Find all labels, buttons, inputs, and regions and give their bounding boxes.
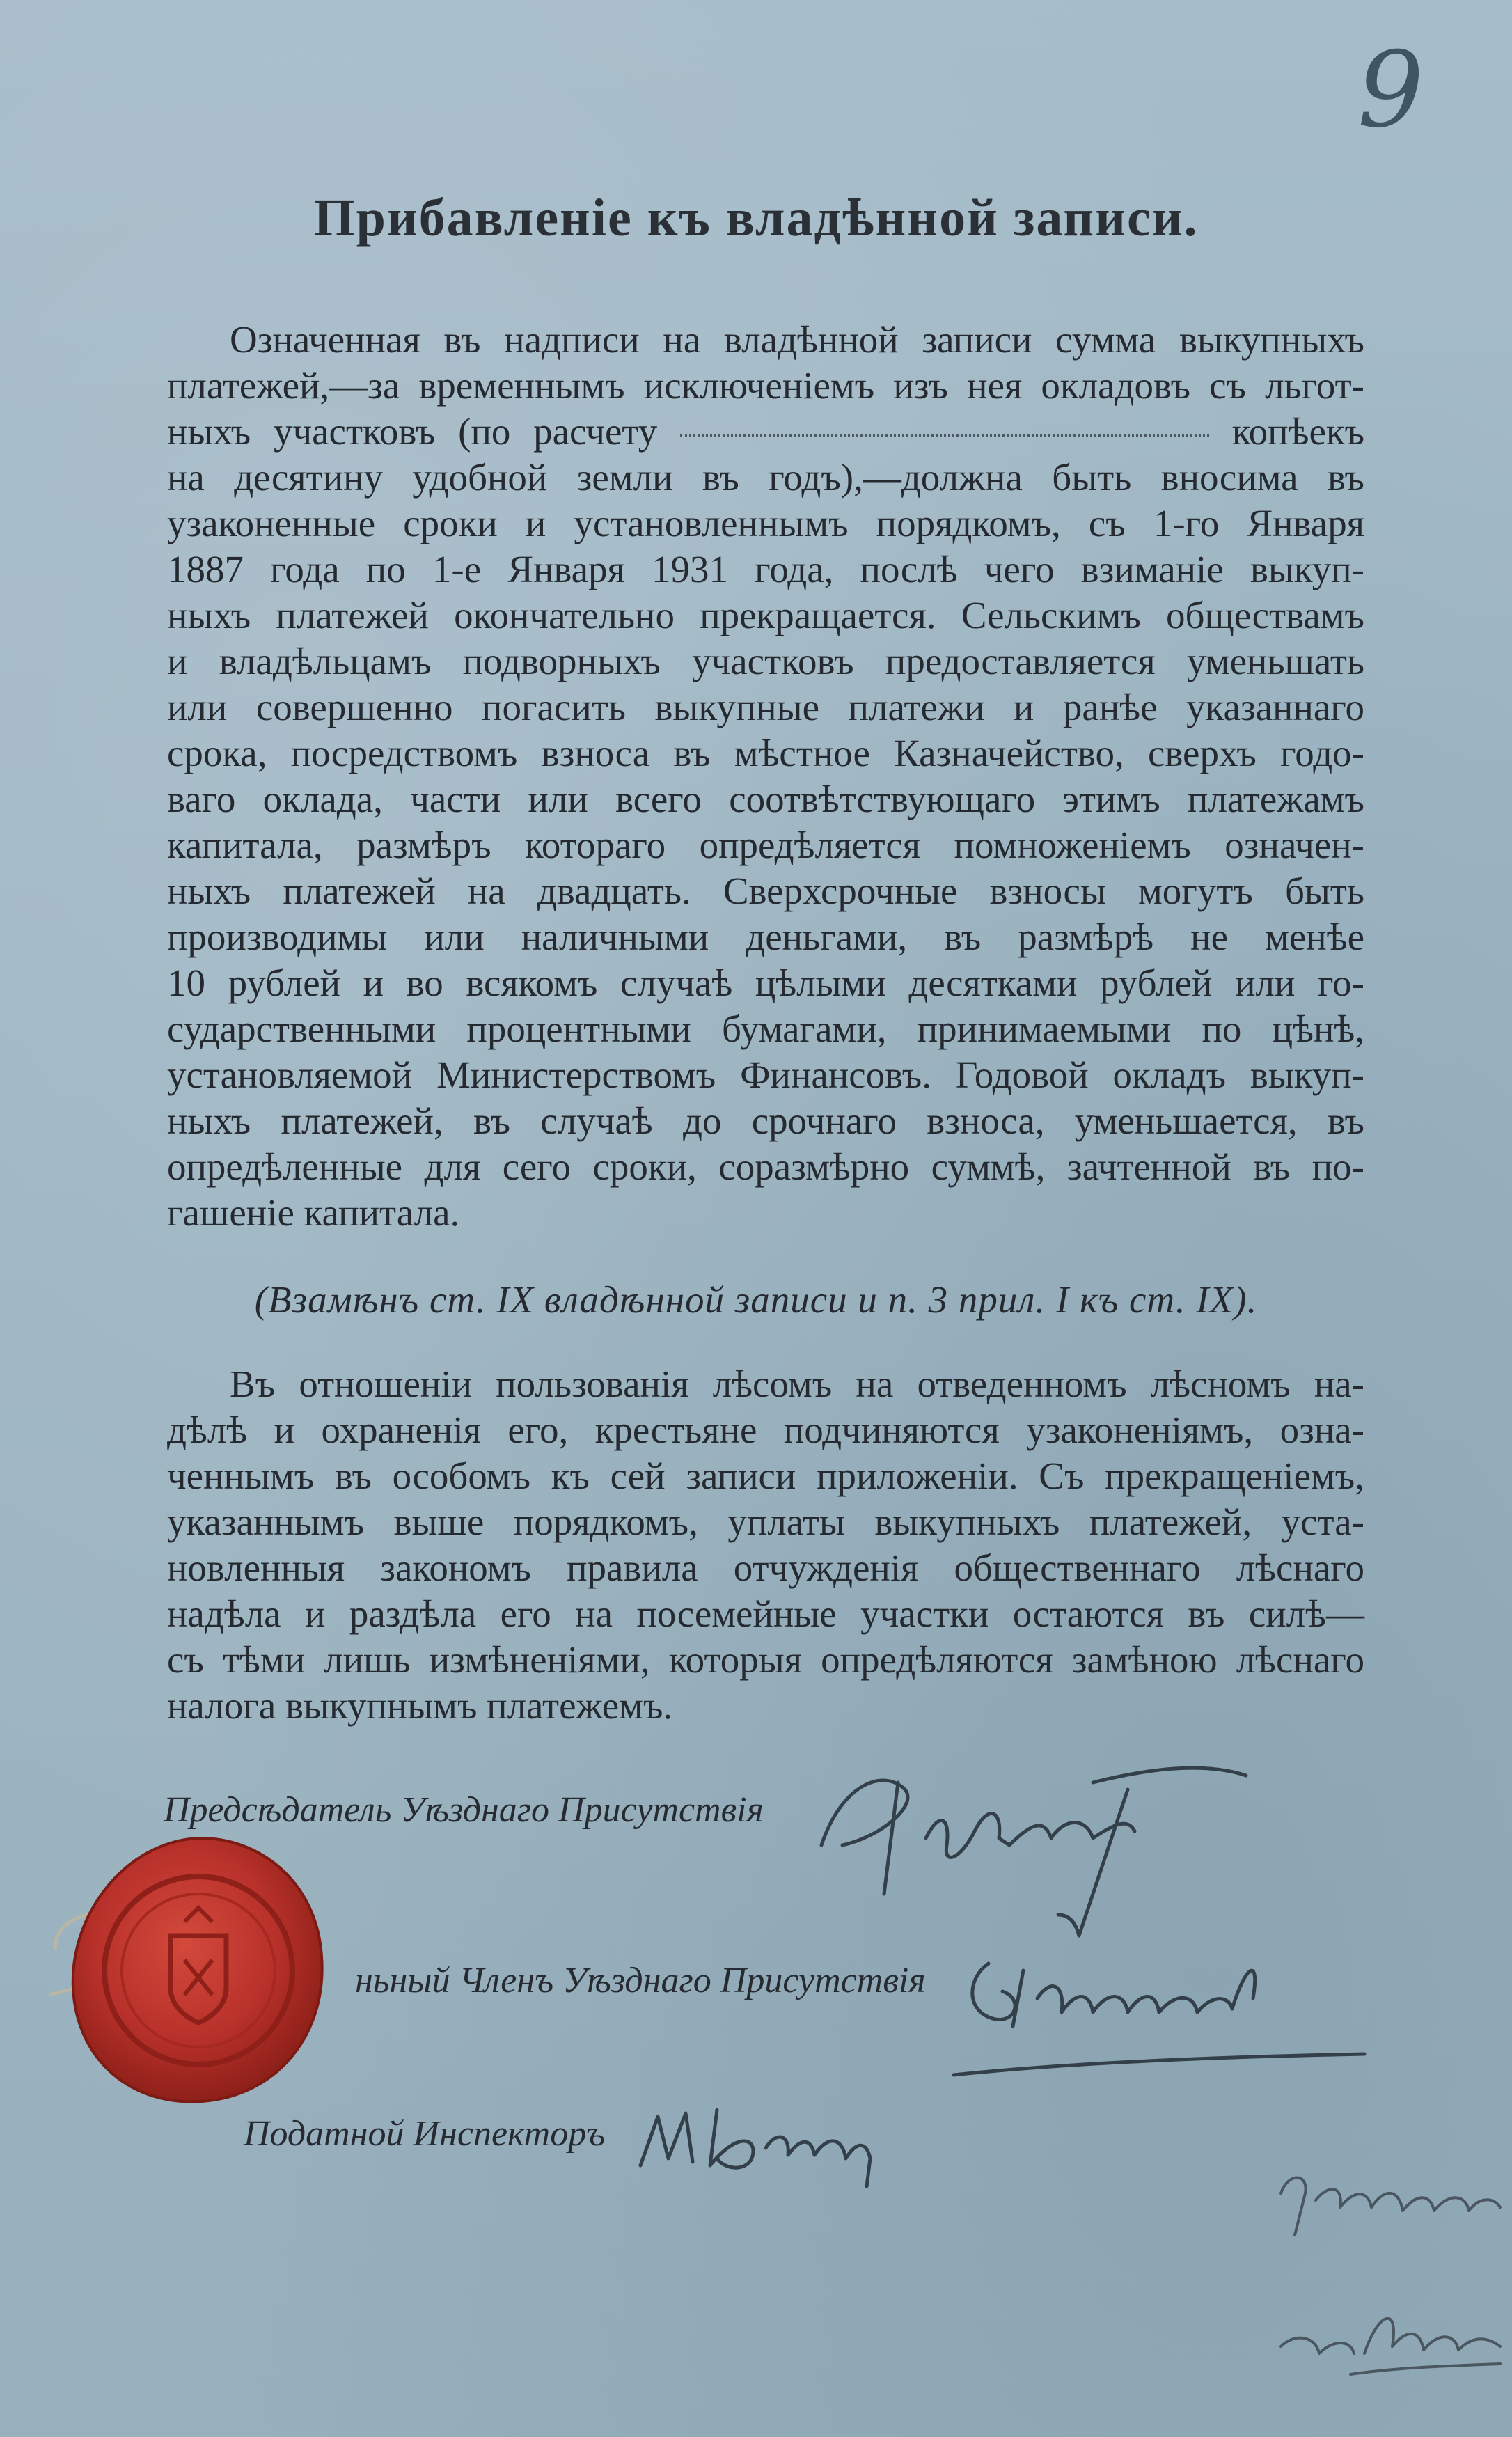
text-line: указаннымъ выше порядкомъ, уплаты выкупныхъ платежей, уста- <box>167 1500 1364 1543</box>
text-line: съ тѣми лишь измѣненіями, которыя опредѣляются замѣною лѣснаго <box>167 1638 1364 1681</box>
chairman-label: Предсѣдатель Уѣзднаго Присутствія <box>164 1790 764 1830</box>
text-line: ныхъ платежей окончательно прекращается. Сельскимъ обществамъ <box>167 594 1364 636</box>
text-line: или совершенно погасить выкупные платежи и ранѣе указаннаго <box>167 686 1364 728</box>
text-line: гашеніе капитала. <box>167 1191 460 1234</box>
member-signature <box>947 1922 1378 2103</box>
inspector-label: Податной Инспекторъ <box>244 2114 606 2154</box>
text-line: срока, посредствомъ взноса въ мѣстное Казначейство, сверхъ годо- <box>167 732 1364 774</box>
text-line: производимы или наличными деньгами, въ размѣрѣ не менѣе <box>167 916 1364 958</box>
paragraph-redemption-payments <box>167 317 1364 1236</box>
document-title: Прибавленіе къ владѣнной записи. <box>313 189 1199 247</box>
text-line: Въ отношеніи пользованія лѣсомъ на отведенномъ лѣсномъ на- <box>230 1363 1364 1405</box>
inspector-signature <box>627 2089 891 2200</box>
wax-seal <box>49 1824 341 2117</box>
reference-note: (Взамѣнъ ст. IX владѣнной записи и п. 3 прил. I къ ст. IX). <box>254 1278 1258 1321</box>
text-line: узаконенные сроки и установленнымъ порядкомъ, съ 1-го Января <box>167 502 1364 544</box>
text-line: ныхъ платежей, въ случаѣ до срочнаго взноса, уменьшается, въ <box>167 1099 1364 1142</box>
text-line: на десятину удобной земли въ годъ),—должна быть вносима въ <box>167 456 1364 499</box>
text-line: 10 рублей и во всякомъ случаѣ цѣлыми десятками рублей или го- <box>167 962 1364 1004</box>
text-line: ваго оклада, части или всего соотвѣтствующаго этимъ платежамъ <box>167 778 1364 820</box>
folio-number: 9 <box>1357 30 1424 151</box>
text-line: дѣлѣ и охраненія его, крестьяне подчиняются узаконеніямъ, озна- <box>167 1409 1364 1451</box>
text-fragment: ныхъ участковъ (по расчету <box>167 410 658 453</box>
fill-in-blank <box>680 434 1209 437</box>
chairman-signature <box>801 1741 1274 1950</box>
text-line: 1887 года по 1-е Января 1931 года, послѣ чего взиманіе выкуп- <box>167 548 1364 590</box>
text-fragment: копѣекъ <box>1231 410 1365 453</box>
text-line: платежей,—за временнымъ исключеніемъ изъ нея окладовъ съ льгот- <box>167 364 1364 407</box>
text-line: Означенная въ надписи на владѣнной записи сумма выкупныхъ <box>230 318 1364 361</box>
text-line: сударственными процентными бумагами, принимаемыми по цѣнѣ, <box>167 1008 1364 1050</box>
text-line: налога выкупнымъ платежемъ. <box>167 1684 673 1727</box>
text-line: капитала, размѣръ котораго опредѣляется помноженіемъ означен- <box>167 824 1364 866</box>
text-line: и владѣльцамъ подворныхъ участковъ предоставляется уменьшать <box>167 640 1364 682</box>
text-line: новленныя закономъ правила отчужденія общественнаго лѣснаго <box>167 1546 1364 1589</box>
text-line: ныхъ платежей на двадцать. Сверхсрочные взносы могутъ быть <box>167 870 1364 912</box>
member-label: ньный Членъ Уѣзднаго Присутствія <box>355 1961 926 2000</box>
text-line: надѣла и раздѣла его на посемейные участки остаются въ силѣ— <box>167 1592 1364 1635</box>
text-line-with-blank <box>167 409 1364 455</box>
text-line: ченнымъ въ особомъ къ сей записи приложеніи. Съ прекращеніемъ, <box>167 1455 1364 1497</box>
paragraph-forest-use <box>167 1361 1364 1729</box>
margin-annotation <box>1267 2145 1504 2423</box>
text-line: установляемой Министерствомъ Финансовъ. Годовой окладъ выкуп- <box>167 1053 1364 1096</box>
text-line: опредѣленные для сего сроки, соразмѣрно суммѣ, зачтенной въ по- <box>167 1145 1364 1188</box>
